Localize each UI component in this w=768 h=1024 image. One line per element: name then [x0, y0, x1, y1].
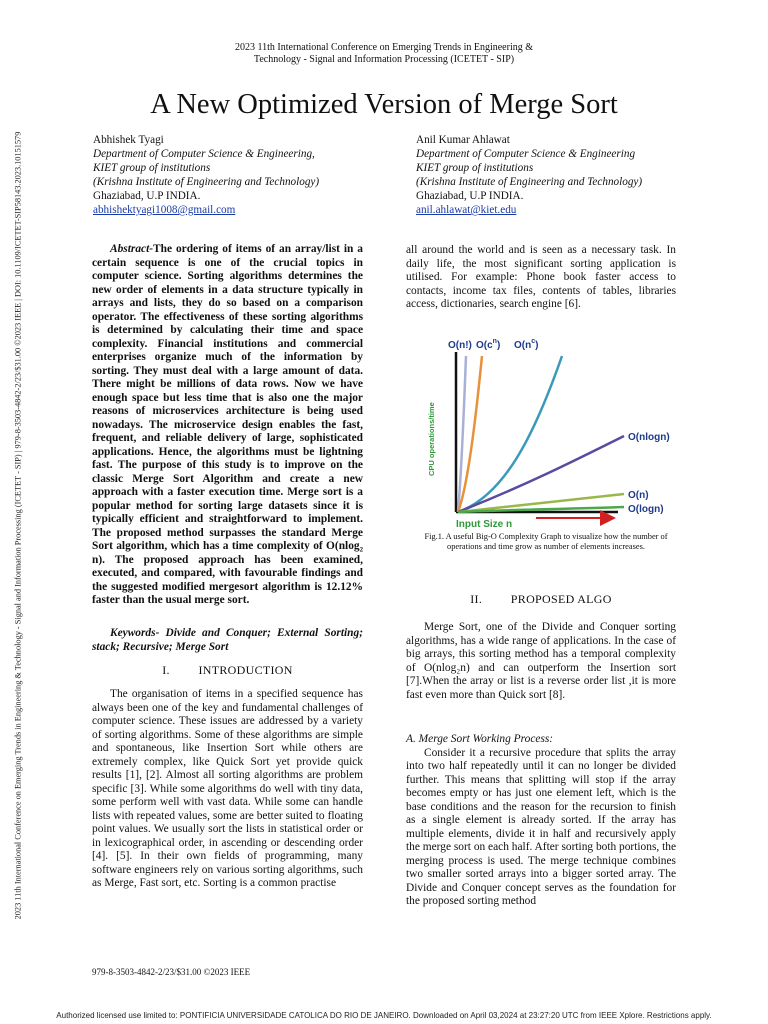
abstract-text: The ordering of items of an array/list in a certain sequence is one of the crucial topics in computer science. Sorting algorithms determines the new order of elements in a data structure typically in arrays and lists, they do so based on a comparison operator. The effectiveness of these sorting algorithms is determined by calculating their time and space complexity. Financial institutions and commercial enterprises organize much of the information by sorting. They must deal with a large amount of data. There might be millions of data rows. Now we have enough space but less time that is also one the major reasons of microservices architecture is being used nowadays. The microservice design enables the fast, frequent, and reliable delivery of large, sophisticated applications. Hence, the algorithms must be lightning fast. The purpose of this study is to improve on the classic Merge Sort Algorithm and create a new approach with a faster execution time. Merge sort is a popular method for sorting large datasets since it is typically efficient and straightforward to implement. The proposed method surpasses the standard Merge Sort algorithm, which has a time complexity of O(nlog₂ n). The proposed approach has been examined, executed, and compared, with favourable findings and the suggested modified mergesort algorithm is 12.12% faster than the usual merge sort.	[92, 243, 363, 606]
author-1-org: KIET group of institutions	[93, 162, 211, 174]
label-logn: O(logn)	[628, 504, 664, 515]
conference-line-2: Technology - Signal and Information Processing (ICETET - SIP)	[253, 54, 515, 65]
section2-heading-text: PROPOSED ALGO	[510, 592, 612, 606]
license-note: Authorized licensed use limited to: PONTIFICIA UNIVERSIDADE CATOLICA DO RIO DE JANEIRO. Downloaded on April 03,2024 at 23:27:20 UTC from IEEE Xplore. Restrictions apply.	[56, 1011, 712, 1020]
label-nfactorial: O(n!)	[448, 340, 472, 351]
side-note: 2023 11th International Conference on Emerging Trends in Engineering & Technology - Signal and Information Processing (ICETET - SIP) | 979-8-3503-4842-2/23/$31.00 ©2023 IEEE | DOI: 10.1109/ICETET-SIP58143.2023.10151579	[13, 131, 23, 920]
intro-body	[92, 688, 363, 891]
abstract	[92, 243, 363, 608]
conference-header	[140, 42, 628, 66]
keywords-text: Keywords- Divide and Conquer; External Sorting; stack; Recursive; Merge Sort	[92, 627, 363, 653]
intro-heading-num: I.	[162, 663, 170, 677]
label-cn: $O(c^n)$	[476, 338, 501, 351]
conference-line-1: 2023 11th International Conference on Emerging Trends in Engineering &	[235, 42, 533, 53]
subsection-a	[406, 733, 676, 909]
intro-heading	[92, 663, 363, 678]
author-1-city: Ghaziabad, U.P INDIA.	[93, 190, 201, 202]
author-2-city: Ghaziabad, U.P INDIA.	[416, 190, 524, 202]
intro-paragraph: The organisation of items in a specified sequence has always been one of the key and fundamental challenges of computer science. These issues are addressed by a variety of sorting algorithms. Some of these algorithms are simple and spontaneous, like Insertion Sort while others are extremely complex, like Quick Sort yet provide quick results [1], [2]. Almost all sorting algorithms are problem specific [3]. While some algorithms do well with tiny data, some perform well with vast data. While some can handle lists with repeated values, some are better suited to floating point values. We usually sort the lists in statistical order or in lexicographical order, in ascending or descending order [4]. [5]. In their own fields of programming, many software engineers rely on various sorting algorithms, such as Merge, Fast sort, etc. Sorting is a common practise	[92, 688, 363, 889]
author-2-org2: (Krishna Institute of Engineering and Technology)	[416, 176, 643, 188]
big-o-chart	[404, 326, 678, 530]
author-2-org: KIET group of institutions	[416, 162, 534, 174]
section2-heading	[406, 592, 676, 607]
figure-caption: Fig.1. A useful Big-O Complexity Graph to visualize how the number of operations and time grow as number of elements increases.	[424, 532, 668, 551]
author-1	[93, 133, 393, 217]
author-1-dept: Department of Computer Science & Engineering,	[93, 148, 315, 160]
author-2-email-link[interactable]: anil.ahlawat@kiet.edu	[416, 204, 517, 216]
author-1-name: Abhishek Tyagi	[93, 134, 164, 146]
section2-paragraph: Merge Sort, one of the Divide and Conquer sorting algorithms, has a wide range of applications. In the case of big arrays, this sorting method has a temporal complexity of O(nlog₂n) and can outperform the Insertion sort [7].When the array or list is a reverse order list ,it is more fast even more than Quick sort [8].	[406, 621, 676, 701]
y-axis-label: CPU operations/time	[427, 402, 436, 476]
label-n: O(n)	[628, 490, 649, 501]
author-2-dept: Department of Computer Science & Engineering	[416, 148, 636, 160]
col2-top	[406, 244, 676, 312]
x-axis-label: Input Size n	[456, 519, 513, 530]
subsection-a-heading: A. Merge Sort Working Process:	[406, 733, 554, 745]
abstract-label: Abstract-	[110, 243, 154, 255]
col2-top-paragraph: all around the world and is seen as a necessary task. In daily life, the most significant sorting application is utilised. For example: Phone book faster access to contacts, income tax files, contents of tables, libraries access, dictionaries, search engine [6].	[406, 244, 676, 310]
author-1-org2: (Krishna Institute of Engineering and Technology)	[93, 176, 320, 188]
intro-heading-text: INTRODUCTION	[198, 663, 293, 677]
author-2-name: Anil Kumar Ahlawat	[416, 134, 510, 146]
subsection-a-paragraph: Consider it a recursive procedure that splits the array into two half repeatedly until it can no longer be divided further. This means that splitting will stop if the array becomes empty or has just one element left, which is the base conditions and the reason for the recursion to finish as a single element is already sorted. If the array has multiple elements, divide it in half and recursively apply the merge sort on each half. After sorting both portions, the merging process is used. The merge technique combines two smaller sorted arrays into a bigger sorted array. The Divide and Conquer concept serves as the foundation for the proposed sorting method	[406, 746, 676, 907]
paper-title: A New Optimized Version of Merge Sort	[150, 89, 618, 120]
label-nlogn: O(nlogn)	[628, 432, 670, 443]
page-footer: 979-8-3503-4842-2/23/$31.00 ©2023 IEEE	[92, 967, 251, 977]
author-2	[416, 133, 716, 217]
section2-body	[406, 621, 676, 702]
author-1-email-link[interactable]: abhishektyagi1008@gmail.com	[93, 204, 236, 216]
keywords	[92, 627, 363, 654]
section2-heading-num: II.	[470, 592, 483, 606]
label-nc: $O(n^c)$	[514, 338, 539, 351]
